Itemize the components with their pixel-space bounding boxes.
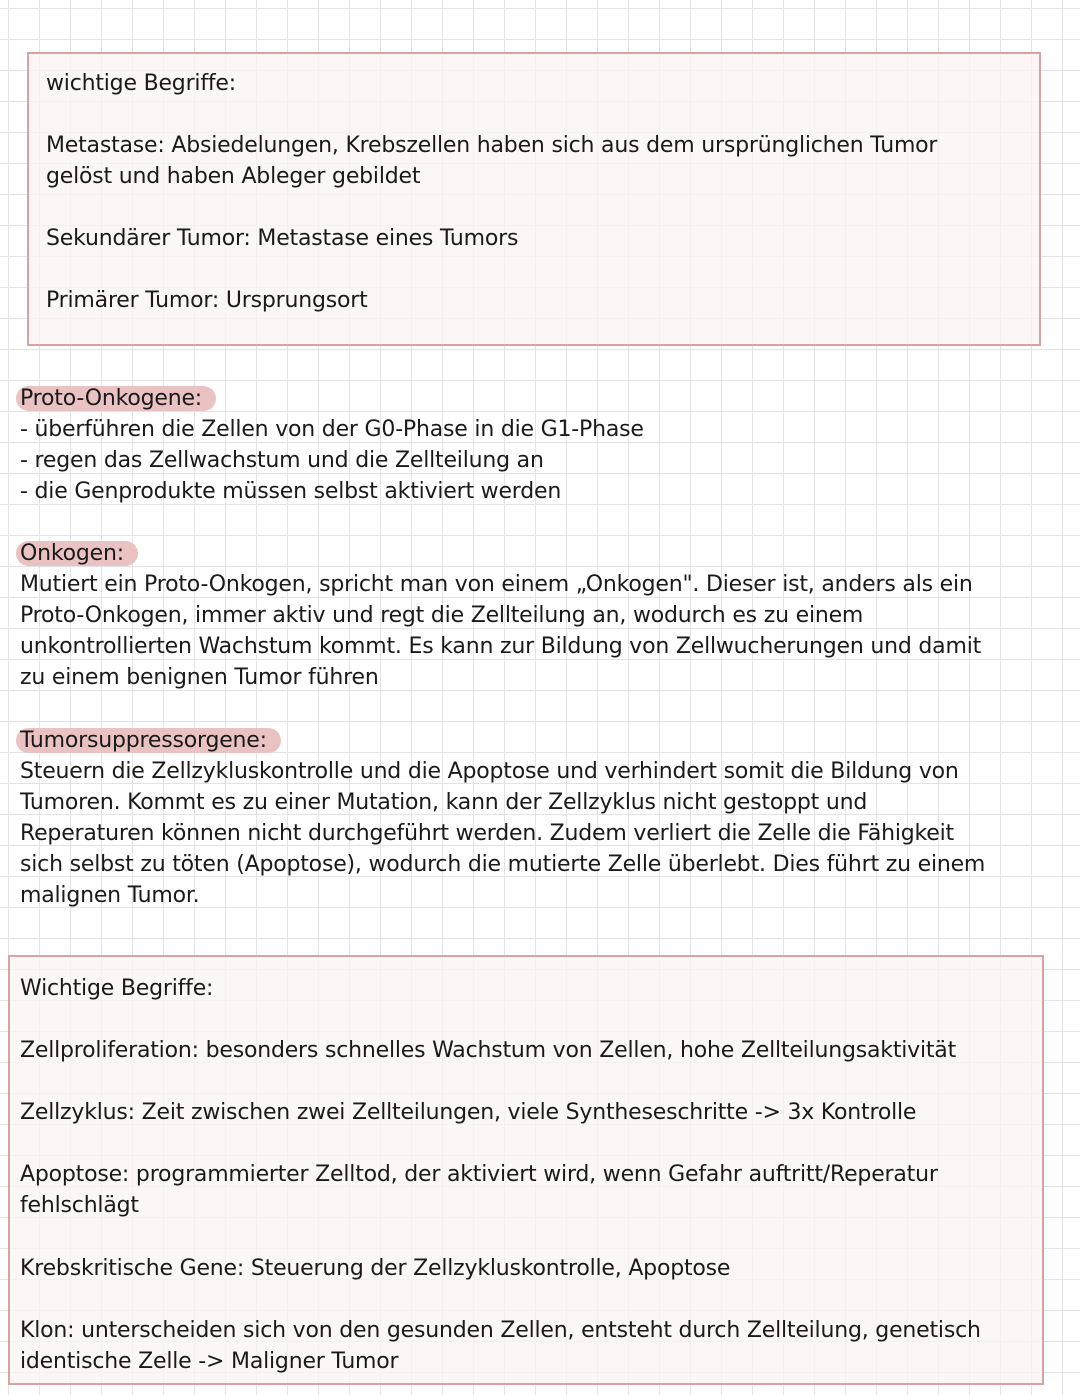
term-sekundaerer-tumor: Sekundärer Tumor: Metastase eines Tumors	[46, 226, 519, 251]
tumorsuppressorgene-heading-text: Tumorsuppressorgene:	[16, 728, 281, 753]
tumorsuppressorgene-heading	[20, 725, 281, 756]
term-primaerer-tumor: Primärer Tumor: Ursprungsort	[46, 288, 368, 313]
onkogen-line-1: Mutiert ein Proto-Onkogen, spricht man von einem „Onkogen". Dieser ist, anders als ein	[20, 572, 973, 597]
term-metastase-line-1: Metastase: Absiedelungen, Krebszellen haben sich aus dem ursprünglichen Tumor	[46, 133, 938, 158]
box-bottom-title: Wichtige Begriffe:	[20, 976, 214, 1001]
box-top-title: wichtige Begriffe:	[46, 71, 236, 96]
tumorsuppressorgene-line-3: Reperaturen können nicht durchgeführt werden. Zudem verliert die Zelle die Fähigkeit	[20, 821, 954, 846]
proto-onkogene-item-3: - die Genprodukte müssen selbst aktiviert werden	[20, 479, 562, 504]
tumorsuppressorgene-line-2: Tumoren. Kommt es zu einer Mutation, kann der Zellzyklus nicht gestoppt und	[20, 790, 868, 815]
term-klon-line-1: Klon: unterscheiden sich von den gesunden Zellen, entsteht durch Zellteilung, genetisch	[20, 1318, 981, 1343]
onkogen-line-3: unkontrollierten Wachstum kommt. Es kann zur Bildung von Zellwucherungen und damit	[20, 634, 982, 659]
term-apoptose-line-2: fehlschlägt	[20, 1193, 139, 1218]
tumorsuppressorgene-line-1: Steuern die Zellzykluskontrolle und die Apoptose und verhindert somit die Bildung von	[20, 759, 959, 784]
term-zellzyklus: Zellzyklus: Zeit zwischen zwei Zellteilungen, viele Syntheseschritte -> 3x Kontrolle	[20, 1100, 917, 1125]
onkogen-line-2: Proto-Onkogen, immer aktiv und regt die Zellteilung an, wodurch es zu einem	[20, 603, 864, 628]
term-metastase-line-2: gelöst und haben Ableger gebildet	[46, 164, 421, 189]
tumorsuppressorgene-line-5: malignen Tumor.	[20, 883, 200, 908]
proto-onkogene-item-2: - regen das Zellwachstum und die Zellteilung an	[20, 448, 544, 473]
term-krebskritische-gene: Krebskritische Gene: Steuerung der Zellzykluskontrolle, Apoptose	[20, 1256, 731, 1281]
term-klon-line-2: identische Zelle -> Maligner Tumor	[20, 1349, 399, 1374]
term-apoptose-line-1: Apoptose: programmierter Zelltod, der aktiviert wird, wenn Gefahr auftritt/Reperatur	[20, 1162, 938, 1187]
tumorsuppressorgene-line-4: sich selbst zu töten (Apoptose), wodurch die mutierte Zelle überlebt. Dies führt zu einem	[20, 852, 986, 877]
term-zellproliferation: Zellproliferation: besonders schnelles Wachstum von Zellen, hohe Zellteilungsaktivität	[20, 1038, 957, 1063]
proto-onkogene-heading-text: Proto-Onkogene:	[16, 386, 216, 411]
proto-onkogene-item-1: - überführen die Zellen von der G0-Phase in die G1-Phase	[20, 417, 644, 442]
onkogen-line-4: zu einem benignen Tumor führen	[20, 665, 379, 690]
proto-onkogene-heading	[20, 383, 216, 414]
onkogen-heading-text: Onkogen:	[16, 541, 138, 566]
onkogen-heading	[20, 538, 138, 569]
